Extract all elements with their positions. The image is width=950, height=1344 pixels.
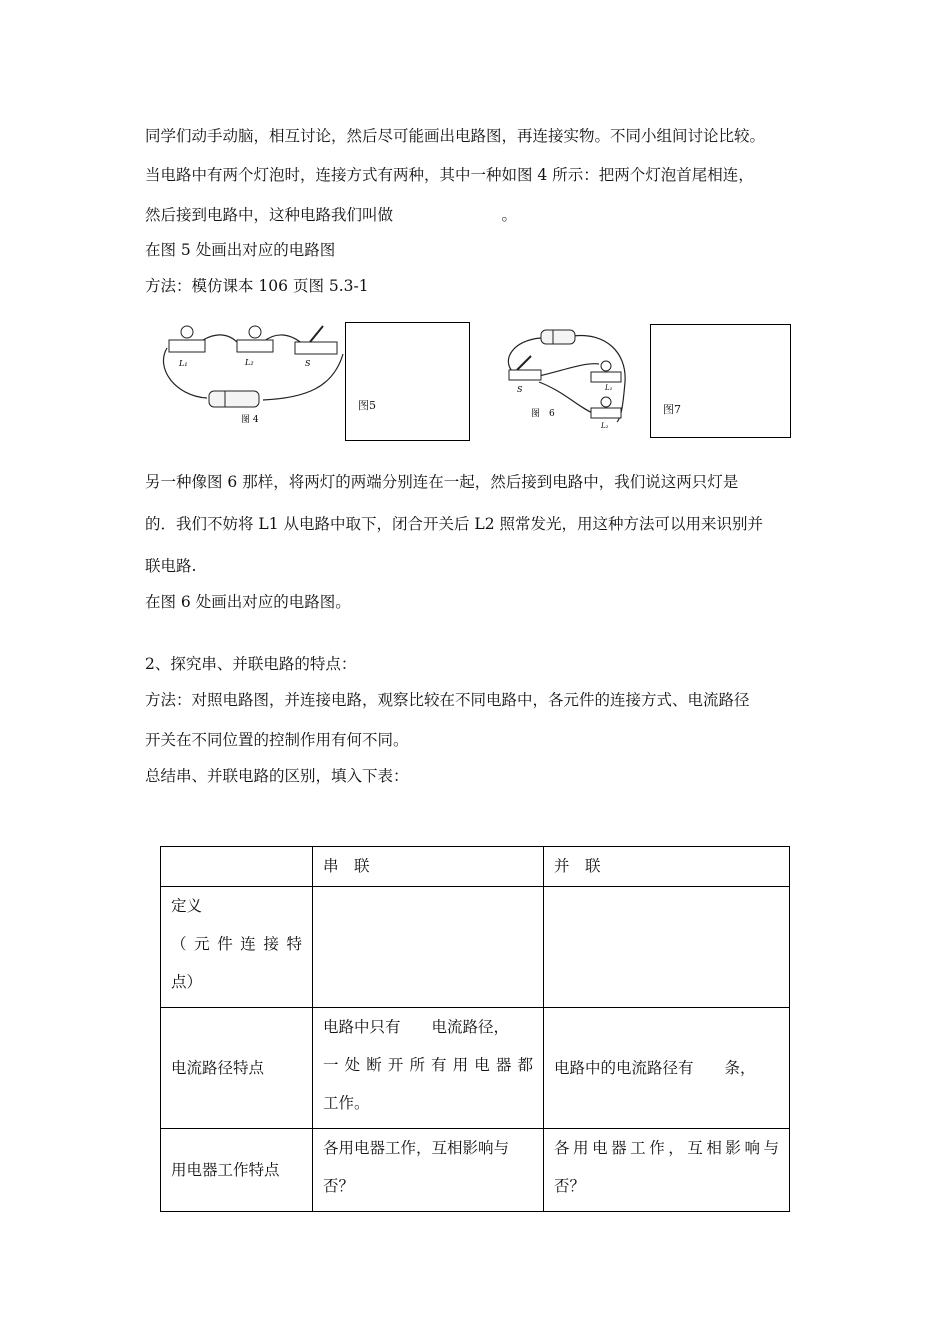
row-label-current-path: 电流路径特点: [161, 1008, 313, 1129]
paragraph-draw-fig5: 在图 5 处画出对应的电路图: [145, 241, 336, 259]
fig6-label-l1: L₁: [605, 384, 613, 392]
device-work-series-line1: 各用电器工作，互相影响与: [323, 1139, 510, 1157]
paragraph-parallel-desc: 另一种像图 6 那样，将两灯的两端分别连在一起，然后接到电路中，我们说这两只灯是: [145, 473, 739, 491]
fig4-label-l1: L₁: [179, 359, 188, 368]
device-work-parallel-line2: 否？: [554, 1177, 586, 1195]
row-label-device-work: 用电器工作特点: [161, 1129, 313, 1212]
table-row-current-path: [161, 1008, 790, 1129]
figure-6-drawing: [495, 322, 635, 434]
paragraph-series-blank: 然后接到电路中，这种电路我们叫做 。: [145, 206, 518, 224]
definition-series-cell: [313, 887, 544, 1008]
fig6-label-s: S: [517, 385, 523, 394]
figure-5-drawing-box: [345, 322, 470, 441]
definition-label-line3: 点）: [171, 973, 203, 991]
fig4-label-l2: L₂: [245, 358, 254, 367]
figure-7-drawing-box: [650, 324, 791, 438]
fig4-caption: 图 4: [241, 415, 259, 425]
comparison-table: [160, 846, 790, 1212]
current-path-series-line1: 电路中只有 电流路径，: [323, 1018, 510, 1036]
current-path-series-line2: 一处断开所有用电器都: [323, 1056, 533, 1074]
fig7-caption: 图7: [663, 403, 681, 416]
fig6-caption: 图 6: [531, 409, 555, 419]
current-path-series-line3: 工作。: [323, 1094, 370, 1112]
row-label-definition: [161, 887, 313, 1008]
definition-parallel-cell: [544, 887, 790, 1008]
device-work-parallel-line1: 各用电器工作，互相影响与: [554, 1139, 779, 1157]
figure-4-series-circuit: [155, 318, 355, 433]
fig4-label-s: S: [305, 359, 311, 368]
paragraph-method-1: 方法：模仿课本 106 页图 5.3-1: [145, 277, 369, 295]
paragraph-method-2: 方法：对照电路图，并连接电路，观察比较在不同电路中，各元件的连接方式、电流路径: [145, 691, 750, 709]
definition-label-line1: 定义: [171, 897, 203, 915]
table-row-definition: [161, 887, 790, 1008]
device-work-series-line2: 否？: [323, 1177, 355, 1195]
paragraph-switch-control: 开关在不同位置的控制作用有何不同。: [145, 731, 409, 749]
paragraph-draw-fig6: 在图 6 处画出对应的电路图。: [145, 593, 351, 611]
paragraph-series-desc: 当电路中有两个灯泡时，连接方式有两种，其中一种如图 4 所示：把两个灯泡首尾相连，: [145, 166, 754, 184]
paragraph-parallel-test: 的．我们不妨将 L1 从电路中取下，闭合开关后 L2 照常发光，用这种方法可以用来识别并: [145, 515, 764, 533]
paragraph-parallel-end: 联电路.: [145, 557, 197, 575]
fig5-caption: 图5: [358, 399, 376, 412]
fig6-label-l2: L₂: [601, 422, 609, 430]
paragraph-intro: 同学们动手动脑，相互讨论，然后尽可能画出电路图，再连接实物。不同小组间讨论比较。: [145, 127, 766, 145]
current-path-series-cell: [313, 1008, 544, 1129]
figure-4-drawing: [155, 318, 355, 433]
section-2-heading: 2、探究串、并联电路的特点：: [145, 655, 357, 673]
current-path-parallel-cell: 电路中的电流路径有 条，: [544, 1008, 790, 1129]
table-header-row: [161, 847, 790, 887]
device-work-parallel-cell: [544, 1129, 790, 1212]
paragraph-summary-prompt: 总结串、并联电路的区别，填入下表：: [145, 767, 409, 785]
table-row-device-work: [161, 1129, 790, 1212]
header-parallel-cell: 并 联: [544, 847, 790, 887]
header-blank-cell: [161, 847, 313, 887]
device-work-series-cell: [313, 1129, 544, 1212]
definition-label-line2: （元件连接特: [171, 935, 302, 953]
figure-6-parallel-circuit: [495, 322, 635, 434]
header-series-cell: 串 联: [313, 847, 544, 887]
